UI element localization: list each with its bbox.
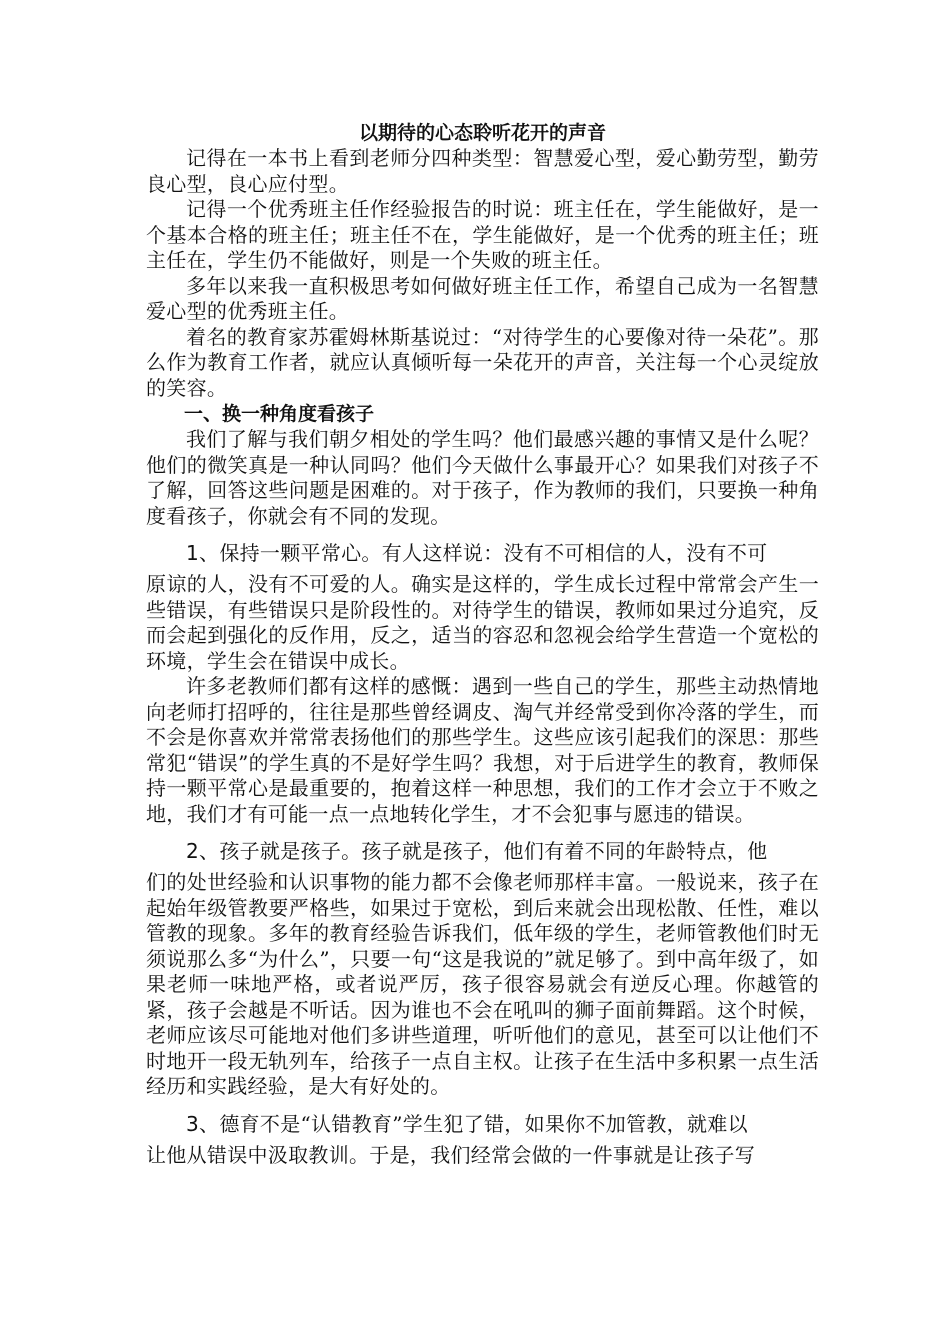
paragraph-quote: 着名的教育家苏霍姆林斯基说过：“对待学生的心要像对待一朵花”。那么作为教育工作者，就应认真倾听每一朵花开的声音，关注每一个心灵绽放的笑容。 (146, 324, 819, 400)
item-1-heading-text: 、保持一颗平常心。有人这样说：没有不可相信的人，没有不可 (199, 541, 768, 565)
document-title: 以期待的心态聆听花开的声音 (358, 122, 606, 144)
item-2-number: 2 (186, 839, 200, 863)
document-page (146, 120, 819, 1168)
paragraph-teacher-types: 记得在一本书上看到老师分四种类型：智慧爱心型，爱心勤劳型，勤劳良心型，良心应付型。 (146, 146, 819, 196)
section-heading-1: 一、换一种角度看孩子 (184, 403, 375, 425)
item-1-number: 1 (186, 541, 200, 565)
item-3-heading-text: 、德育不是“认错教育”学生犯了错，如果你不加管教，就难以 (199, 1111, 748, 1136)
paragraph-head-teacher-report: 记得一个优秀班主任作经验报告的时说：班主任在，学生能做好，是一个基本合格的班主任；班主任不在，学生能做好，是一个优秀的班主任；班主任在，学生仍不能做好，则是一个失败的班主任。 (146, 197, 819, 272)
item-3-first-line (146, 1106, 819, 1143)
item-2-heading-text: 、孩子就是孩子。孩子就是孩子，他们有着不同的年龄特点，他 (199, 839, 768, 863)
item-2-first-line (146, 833, 819, 870)
item-3-number: 3 (186, 1111, 200, 1136)
item-2-continuation: 们的处世经验和认识事物的能力都不会像老师那样丰富。一般说来，孩子在起始年级管教要严格些，如果过于宽松，到后来就会出现松散、任性，难以管教的现象。多年的教育经验告诉我们，低年级的学生，老师管教他们时无须说那么多“为什么”，只要一句“这是我说的”就足够了。到中高年级了，如果老师一味地严格，或者说严厉，孩子很容易就会有逆反心理。你越管的紧，孩子会越是不听话。因为谁也不会在吼叫的狮子面前舞蹈。这个时候，老师应该尽可能地对他们多讲些道理，听听他们的意见，甚至可以让他们不时地开一段无轨列车，给孩子一点自主权。让孩子在生活中多积累一点生活经历和实践经验，是大有好处的。 (146, 870, 819, 1098)
item-1-first-line (146, 535, 819, 572)
item-1-followup: 许多老教师们都有这样的感慨：遇到一些自己的学生，那些主动热情地向老师打招呼的，往往是那些曾经调皮、淘气并经常受到你冷落的学生，而不会是你喜欢并常常表扬他们的那些学生。这些应该引起我们的深思：那些常犯“错误”的学生真的不是好学生吗？我想，对于后进学生的教育，教师保持一颗平常心是最重要的，抱着这样一种思想，我们的工作才会立于不败之地，我们才有可能一点一点地转化学生，才不会犯事与愿违的错误。 (146, 674, 819, 826)
section-1-intro: 我们了解与我们朝夕相处的学生吗？他们最感兴趣的事情又是什么呢？他们的微笑真是一种认同吗？他们今天做什么事最开心？如果我们对孩子不了解，回答这些问题是困难的。对于孩子，作为教师的我们，只要换一种角度看孩子，你就会有不同的发现。 (146, 427, 819, 528)
item-3-continuation: 让他从错误中汲取教训。于是，我们经常会做的一件事就是让孩子写 (146, 1142, 755, 1167)
item-1-continuation: 原谅的人，没有不可爱的人。确实是这样的，学生成长过程中常常会产生一些错误，有些错误只是阶段性的。对待学生的错误，教师如果过分追究，反而会起到强化的反作用，反之，适当的容忍和忽视会给学生营造一个宽松的环境，学生会在错误中成长。 (146, 572, 819, 673)
paragraph-aspiration: 多年以来我一直积极思考如何做好班主任工作，希望自己成为一名智慧爱心型的优秀班主任。 (146, 273, 819, 323)
